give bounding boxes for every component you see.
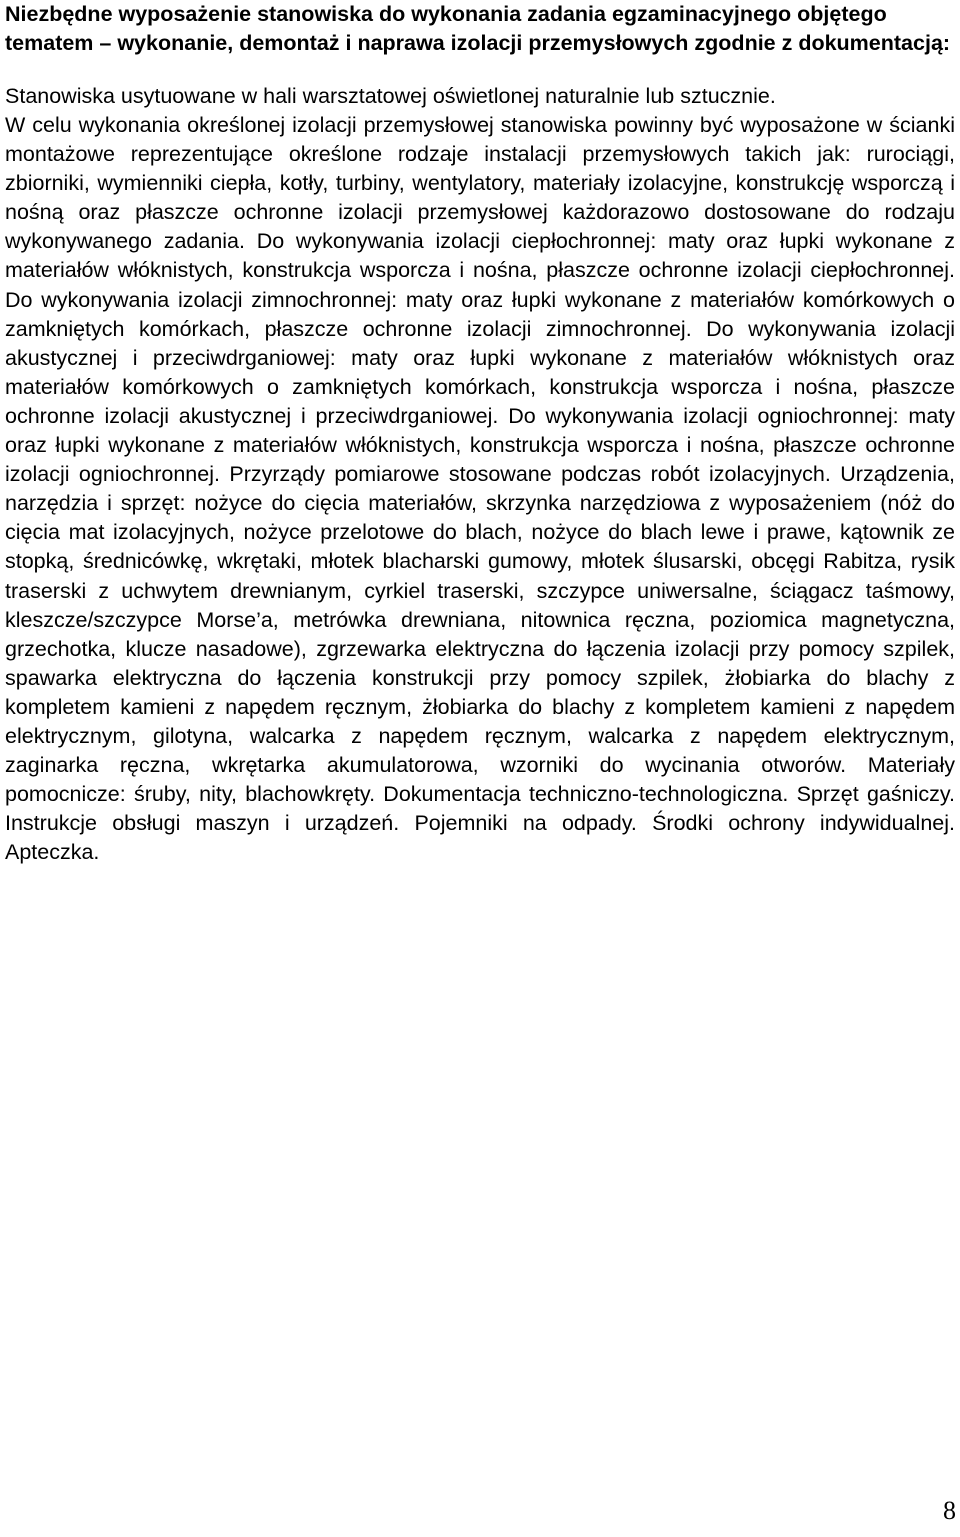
body-paragraph: W celu wykonania określonej izolacji przemysłowej stanowiska powinny być wyposażone w ścianki montażowe reprezentujące określone rodzaje instalacji przemysłowych takich jak: rurociągi, zbiorniki, wymienniki ciepła, kotły, turbiny, wentylatory, materiały izolacyjne, konstrukcję wsporczą i nośną oraz płaszcze ochronne izolacji przemysłowej każdorazowo dostosowane do rodzaju wykonywanego zadania. Do wykonywania izolacji ciepłochronnej: maty oraz łupki wykonane z materiałów włóknistych, konstrukcja wsporcza i nośna, płaszcze ochronne izolacji ciepłochronnej. Do wykonywania izolacji zimnochronnej: maty oraz łupki wykonane z materiałów komórkowych o zamkniętych komórkach, płaszcze ochronne izolacji zimnochronnej. Do wykonywania izolacji akustycznej i przeciwdrganiowej: maty oraz łupki wykonane z materiałów włóknistych oraz materiałów komórkowych o zamkniętych komórkach, konstrukcja wsporcza i nośna, płaszcze ochronne izolacji akustycznej i przeciwdrganiowej. Do wykonywania izolacji ogniochronnej: maty oraz łupki wykonane z materiałów włóknistych, konstrukcja wsporcza i nośna, płaszcze ochronne izolacji ogniochronnej. Przyrządy pomiarowe stosowane podczas robót izolacyjnych. Urządzenia, narzędzia i sprzęt: nożyce do cięcia materiałów, skrzynka narzędziowa z wyposażeniem (nóż do cięcia mat izolacyjnych, nożyce przelotowe do blach, nożyce do blach lewe i prawe, kątownik ze stopką, średnicówkę, wkrętaki, młotek blacharski gumowy, młotek ślusarski, obcęgi Rabitza, rysik traserski z uchwytem drewnianym, cyrkiel traserski, szczypce uniwersalne, ściągacz taśmowy, kleszcze/szczypce Morse’a, metrówka drewniana, nitownica ręczna, poziomica magnetyczna, grzechotka, klucze nasadowe), zgrzewarka elektryczna do łączenia izolacji przy pomocy szpilek, spawarka elektryczna do łączenia konstrukcji przy pomocy szpilek, żłobiarka do blachy z kompletem kamieni z napędem ręcznym, żłobiarka do blachy z kompletem kamieni z napędem elektrycznym, gilotyna, walcarka z napędem ręcznym, walcarka z napędem elektrycznym, zaginarka ręczna, wkrętarka akumulatorowa, wzorniki do wycinania otworów. Materiały pomocnicze: śruby, nity, blachowkręty. Dokumentacja techniczno-technologiczna. Sprzęt gaśniczy. Instrukcje obsługi maszyn i urządzeń. Pojemniki na odpady. Środki ochrony indywidualnej. Apteczka. — [5, 113, 955, 865]
intro-paragraph: Stanowiska usytuowane w hali warsztatowej oświetlonej naturalnie lub sztucznie. — [5, 84, 776, 108]
page-number: 8 — [943, 1496, 956, 1525]
section-heading: Niezbędne wyposażenie stanowiska do wykonania zadania egzaminacyjnego objętego tematem – wykonanie, demontaż i naprawa izolacji przemysłowych zgodnie z dokumentacją: — [5, 2, 951, 55]
